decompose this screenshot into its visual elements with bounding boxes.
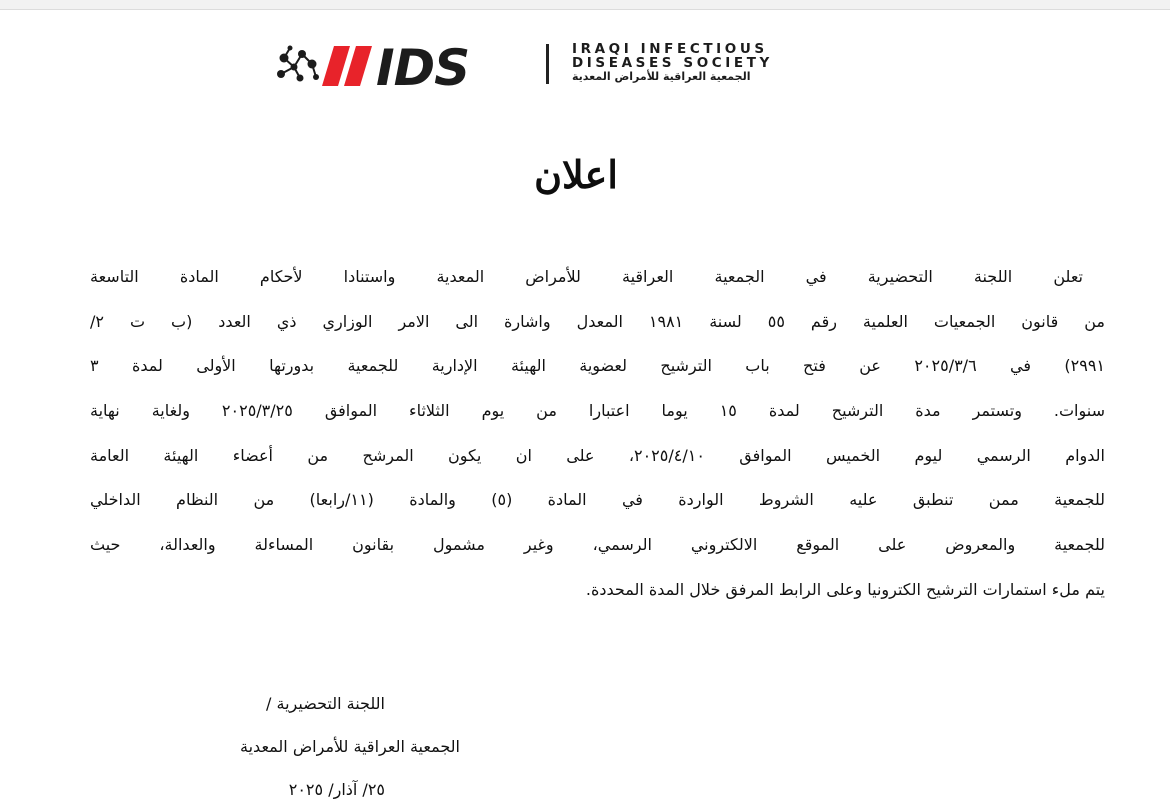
red-slash-marks — [322, 46, 372, 86]
body-line: سنوات. وتستمر مدة الترشيح لمدة ١٥ يوما اعتبارا من يوم الثلاثاء الموافق ٢٠٢٥/٣/٢٥ ولغاية نهاية — [90, 401, 1105, 421]
body-line: يتم ملء استمارات الترشيح الكترونيا وعلى الرابط المرفق خلال المدة المحددة. — [585, 579, 1105, 599]
signature-date: ٢٥/ آذار/ ٢٠٢٥ — [288, 780, 385, 799]
top-border — [0, 0, 1170, 10]
body-line: ٢٩٩١) في ٢٠٢٥/٣/٦ عن فتح باب الترشيح لعضوية الهيئة الإدارية للجمعية بدورتها الأولى لمدة ٣ — [90, 356, 1105, 376]
body-line: تعلن اللجنة التحضيرية في الجمعية العراقية للأمراض المعدية واستنادا لأحكام المادة التاسعة — [90, 267, 1083, 286]
signature-society: الجمعية العراقية للأمراض المعدية — [240, 737, 460, 756]
announcement-page — [0, 10, 1170, 800]
signature-block — [100, 682, 460, 811]
logo-acronym: IDS — [376, 40, 470, 96]
announcement-title: اعلان — [534, 152, 618, 197]
body-line: للجمعية ممن تنطبق عليه الشروط الواردة في المادة (٥) والمادة (١١/رابعا) من النظام الداخلي — [90, 490, 1105, 510]
logo-english-line2: DISEASES SOCIETY — [572, 55, 773, 71]
society-logo — [272, 40, 892, 96]
body-line: الدوام الرسمي ليوم الخميس الموافق ٢٠٢٥/٤/١٠، على ان يكون المرشح من أعضاء الهيئة العامة — [90, 445, 1105, 465]
logo-english-line1: IRAQI INFECTIOUS — [572, 41, 768, 57]
ids-logo-mark — [272, 40, 540, 96]
body-line: من قانون الجمعيات العلمية رقم ٥٥ لسنة ١٩٨١ المعدل واشارة الى الامر الوزاري ذي العدد (ب ت ٢/ — [90, 311, 1105, 331]
logo-arabic-name: الجمعية العراقية للأمراض المعدية — [572, 70, 751, 83]
logo-text-block — [572, 42, 892, 84]
announcement-body — [90, 255, 1105, 613]
molecule-icon — [277, 46, 319, 82]
body-line: للجمعية والمعروض على الموقع الالكتروني الرسمي، وغير مشمول بقانون المساءلة والعدالة، حيث — [90, 535, 1105, 555]
logo-divider — [546, 44, 549, 84]
signature-committee: اللجنة التحضيرية / — [266, 694, 385, 713]
